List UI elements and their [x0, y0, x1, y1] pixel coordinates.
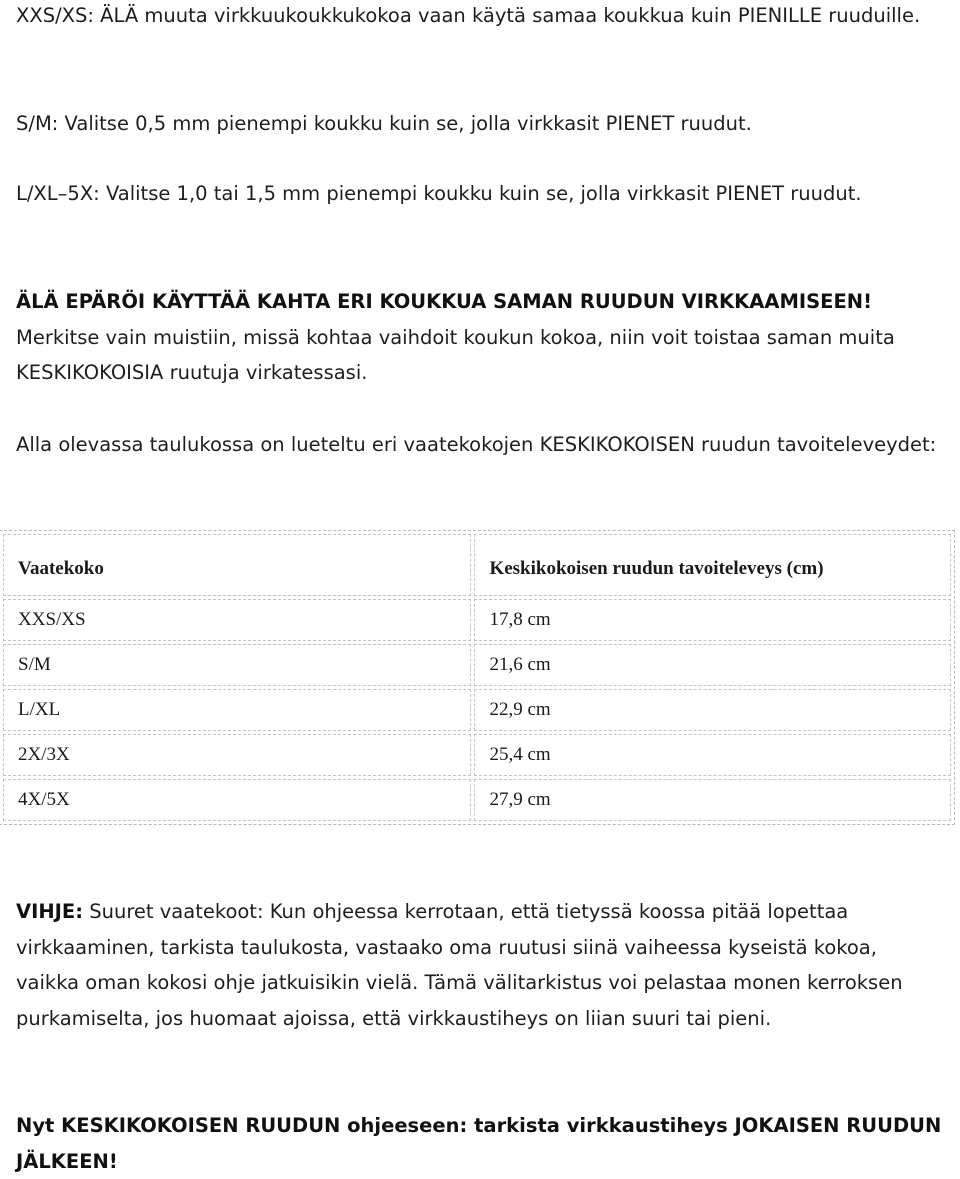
- header-size: Vaatekoko: [3, 534, 471, 596]
- intro-xxs-paragraph: XXS/XS: ÄLÄ muuta virkkuukoukkukokoa vaan käytä samaa koukkua kuin PIENILLE ruuduille.: [16, 4, 921, 27]
- table-header-row: [3, 534, 951, 596]
- width-cell: 27,9 cm: [474, 779, 951, 821]
- size-cell: L/XL: [3, 689, 471, 731]
- table-row: [3, 599, 951, 641]
- size-cell: XXS/XS: [3, 599, 471, 641]
- warning-bold-text: ÄLÄ EPÄRÖI KÄYTTÄÄ KAHTA ERI KOUKKUA SAMAN RUUDUN VIRKKAAMISEEN!: [16, 290, 873, 313]
- table-intro-paragraph: Alla olevassa taulukossa on lueteltu eri vaatekokojen KESKIKOKOISEN ruudun tavoiteleveydet:: [16, 433, 937, 456]
- width-cell: 22,9 cm: [474, 689, 951, 731]
- table-row: [3, 689, 951, 731]
- width-cell: 21,6 cm: [474, 644, 951, 686]
- table-row: [3, 644, 951, 686]
- width-cell: 17,8 cm: [474, 599, 951, 641]
- warning-paragraph: [16, 284, 946, 391]
- table-row: [3, 734, 951, 776]
- warning-text: Merkitse vain muistiin, missä kohtaa vaihdoit koukun kokoa, niin voit toistaa saman muita KESKIKOKOISIA ruutuja virkatessasi.: [16, 325, 895, 384]
- tip-label: VIHJE:: [16, 900, 84, 923]
- size-width-table: [0, 530, 955, 825]
- tip-paragraph: [16, 894, 946, 1036]
- closing-paragraph: Nyt KESKIKOKOISEN RUUDUN ohjeeseen: tarkista virkkaustiheys JOKAISEN RUUDUN JÄLKEEN!: [16, 1114, 942, 1173]
- width-cell: 25,4 cm: [474, 734, 951, 776]
- size-cell: S/M: [3, 644, 471, 686]
- table-row: [3, 779, 951, 821]
- size-cell: 4X/5X: [3, 779, 471, 821]
- intro-sm-paragraph: S/M: Valitse 0,5 mm pienempi koukku kuin se, jolla virkkasit PIENET ruudut.: [16, 112, 752, 135]
- tip-text: Suuret vaatekoot: Kun ohjeessa kerrotaan, että tietyssä koossa pitää lopettaa virkkaaminen, tarkista taulukosta, vastaako oma ruutusi siinä vaiheessa kyseistä kokoa, vaikka oman kokosi ohje jatkuisikin vielä. Tämä välitarkistus voi pelastaa monen kerroksen purkamiselta, jos huomaat ajoissa, että virkkaustiheys on liian suuri tai pieni.: [16, 900, 903, 1030]
- size-cell: 2X/3X: [3, 734, 471, 776]
- header-target-width: Keskikokoisen ruudun tavoiteleveys (cm): [474, 534, 951, 596]
- intro-lxl-paragraph: L/XL–5X: Valitse 1,0 tai 1,5 mm pienempi koukku kuin se, jolla virkkasit PIENET ruudut.: [16, 182, 862, 205]
